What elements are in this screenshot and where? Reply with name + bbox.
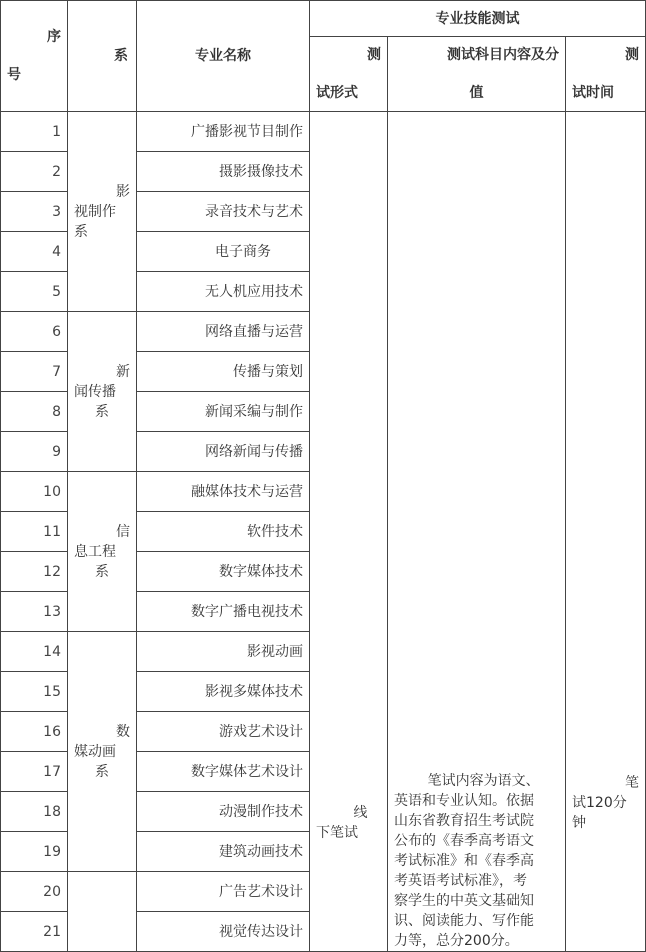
major-name: 游戏艺术设计 <box>137 712 310 752</box>
header-test-time: 测 试时间 <box>566 37 646 112</box>
department-cell: 信 息工程 系 <box>68 472 137 632</box>
major-name: 数字媒体技术 <box>137 552 310 592</box>
row-number: 11 <box>1 512 68 552</box>
major-name: 电子商务 <box>137 232 310 272</box>
major-name: 影视多媒体技术 <box>137 672 310 712</box>
major-name: 融媒体技术与运营 <box>137 472 310 512</box>
row-number: 8 <box>1 392 68 432</box>
header-test-form: 测 试形式 <box>310 37 388 112</box>
header-major: 专业名称 <box>137 1 310 112</box>
major-name: 网络新闻与传播 <box>137 432 310 472</box>
header-dept: 系 <box>68 1 137 112</box>
test-time-cell: 笔 试120分 钟 <box>566 112 646 952</box>
department-cell: 数 媒动画 系 <box>68 632 137 872</box>
row-number: 3 <box>1 192 68 232</box>
row-number: 13 <box>1 592 68 632</box>
department-cell: 影 视制作 系 <box>68 112 137 312</box>
row-number: 15 <box>1 672 68 712</box>
header-test-subject: 测试科目内容及分 值 <box>388 37 566 112</box>
header-seq: 序 号 <box>1 1 68 112</box>
department-cell <box>68 872 137 952</box>
major-name: 广告艺术设计 <box>137 872 310 912</box>
row-number: 9 <box>1 432 68 472</box>
major-name: 影视动画 <box>137 632 310 672</box>
major-name: 动漫制作技术 <box>137 792 310 832</box>
major-name: 录音技术与艺术 <box>137 192 310 232</box>
row-number: 6 <box>1 312 68 352</box>
major-name: 传播与策划 <box>137 352 310 392</box>
major-name: 新闻采编与制作 <box>137 392 310 432</box>
row-number: 21 <box>1 912 68 952</box>
test-content-cell: 笔试内容为语文、 英语和专业认知。依据 山东省教育招生考试院 公布的《春季高考语文 考试标准》和《春季高 考英语考试标准》，考 察学生的中英文基础知 识、阅读能力、写作能 力等，总分200分。 <box>388 112 566 952</box>
row-number: 17 <box>1 752 68 792</box>
header-skills-test: 专业技能测试 <box>310 1 646 37</box>
test-form-cell: 线 下笔试 <box>310 112 388 952</box>
row-number: 10 <box>1 472 68 512</box>
row-number: 16 <box>1 712 68 752</box>
major-name: 软件技术 <box>137 512 310 552</box>
department-cell: 新 闻传播 系 <box>68 312 137 472</box>
major-name: 广播影视节目制作 <box>137 112 310 152</box>
row-number: 2 <box>1 152 68 192</box>
row-number: 20 <box>1 872 68 912</box>
row-number: 19 <box>1 832 68 872</box>
row-number: 14 <box>1 632 68 672</box>
major-name: 视觉传达设计 <box>137 912 310 952</box>
major-name: 建筑动画技术 <box>137 832 310 872</box>
row-number: 4 <box>1 232 68 272</box>
major-name: 无人机应用技术 <box>137 272 310 312</box>
row-number: 12 <box>1 552 68 592</box>
major-name: 数字媒体艺术设计 <box>137 752 310 792</box>
row-number: 18 <box>1 792 68 832</box>
major-name: 数字广播电视技术 <box>137 592 310 632</box>
row-number: 5 <box>1 272 68 312</box>
row-number: 7 <box>1 352 68 392</box>
row-number: 1 <box>1 112 68 152</box>
major-name: 网络直播与运营 <box>137 312 310 352</box>
major-name: 摄影摄像技术 <box>137 152 310 192</box>
